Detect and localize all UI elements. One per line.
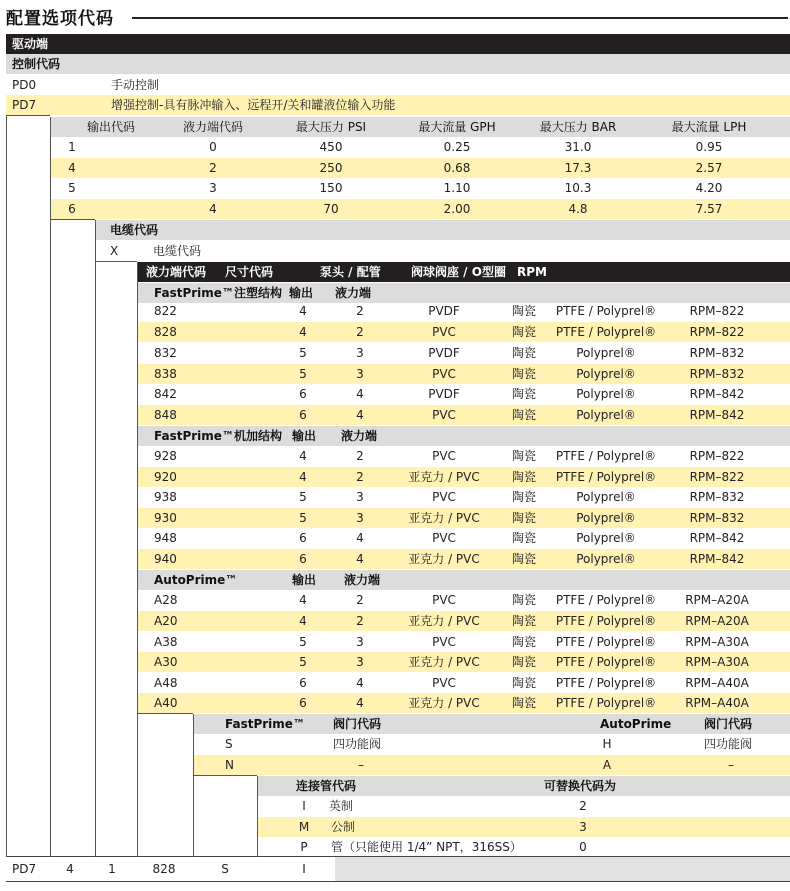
tree-line <box>193 714 194 857</box>
output-row: 4 2 250 0.68 17.3 2.57 <box>50 158 790 178</box>
tree-line <box>6 115 7 857</box>
tree-line <box>50 117 51 857</box>
liquid-end-row: 948 6 4 PVC 陶瓷 Polyprel® RPM–842 <box>154 531 745 545</box>
tree-line <box>257 776 258 857</box>
control-row: PD0 手动控制 <box>12 78 160 92</box>
liquid-end-row: A40 6 4 亚克力 / PVC 陶瓷 PTFE / Polyprel® RPM–A40A <box>137 693 790 713</box>
group-header: AutoPrime™ 输出 液力端 <box>137 570 790 590</box>
group-header: FastPrime™机加结构 输出 液力端 <box>137 426 790 446</box>
liquid-end-row: 928 4 2 PVC 陶瓷 PTFE / Polyprel® RPM–822 <box>154 449 745 463</box>
liquid-end-row: 940 6 4 亚克力 / PVC 陶瓷 Polyprel® RPM–842 <box>137 549 790 569</box>
liquid-end-row: A28 4 2 PVC 陶瓷 PTFE / Polyprel® RPM–A20A <box>154 593 749 607</box>
valve-header: FastPrime™ 阀门代码 AutoPrime 阀门代码 <box>193 714 790 734</box>
tree-line <box>193 775 257 776</box>
page-title: 配置选项代码 <box>6 9 114 29</box>
valve-row: N – A – <box>193 755 790 775</box>
control-header: 控制代码 <box>6 54 790 74</box>
liquid-end-row: 848 6 4 PVC 陶瓷 Polyprel® RPM–842 <box>137 405 790 425</box>
tree-line <box>50 219 95 220</box>
liquid-end-header: 液力端代码 尺寸代码 泵头 / 配管 阀球阀座 / O型圈 RPM <box>137 262 790 282</box>
liquid-end-row: A30 5 3 亚克力 / PVC 陶瓷 PTFE / Polyprel® RPM–A30A <box>137 652 790 672</box>
control-row: PD7 增强控制-具有脉冲输入、远程开/关和罐液位输入功能 <box>6 95 790 115</box>
tree-line <box>95 261 137 262</box>
example-bottom-rule <box>6 881 790 882</box>
connection-row: P 管（只能使用 1/4” NPT，316SS） 0 <box>300 840 587 854</box>
liquid-end-row: 822 4 2 PVDF 陶瓷 PTFE / Polyprel® RPM–822 <box>154 304 745 318</box>
connection-row: M 公制 3 <box>257 817 790 837</box>
tree-line <box>137 262 138 857</box>
cable-header: 电缆代码 <box>95 220 790 240</box>
drive-header: 驱动端 <box>6 34 790 54</box>
liquid-end-row: 930 5 3 亚克力 / PVC 陶瓷 Polyprel® RPM–832 <box>137 508 790 528</box>
tree-line <box>137 713 193 714</box>
liquid-end-row: A38 5 3 PVC 陶瓷 PTFE / Polyprel® RPM–A30A <box>154 635 749 649</box>
title-rule <box>132 17 788 19</box>
liquid-end-row: 920 4 2 亚克力 / PVC 陶瓷 PTFE / Polyprel® RPM–822 <box>137 467 790 487</box>
connection-row: I 英制 2 <box>302 799 587 813</box>
output-header: 输出代码 液力端代码 最大压力 PSI 最大流量 GPH 最大压力 BAR 最大流量 LPH <box>50 117 790 137</box>
liquid-end-row: 842 6 4 PVDF 陶瓷 Polyprel® RPM–842 <box>154 387 745 401</box>
liquid-end-row: 838 5 3 PVC 陶瓷 Polyprel® RPM–832 <box>137 364 790 384</box>
connection-header: 连接管代码 可替换代码为 <box>257 776 790 796</box>
liquid-end-row: A20 4 2 亚克力 / PVC 陶瓷 PTFE / Polyprel® RPM–A20A <box>137 611 790 631</box>
cable-row: X 电缆代码 <box>110 244 202 258</box>
output-row: 6 4 70 2.00 4.8 7.57 <box>50 199 790 219</box>
output-row: 5 3 150 1.10 10.3 4.20 <box>68 181 723 195</box>
output-row: 1 0 450 0.25 31.0 0.95 <box>68 140 723 154</box>
example-row: PD7 4 1 828 S I <box>12 862 306 876</box>
liquid-end-row: 938 5 3 PVC 陶瓷 Polyprel® RPM–832 <box>154 490 745 504</box>
liquid-end-row: A48 6 4 PVC 陶瓷 PTFE / Polyprel® RPM–A40A <box>154 676 749 690</box>
group-header: FastPrime™注塑结构 输出 液力端 <box>137 283 790 303</box>
liquid-end-row: 828 4 2 PVC 陶瓷 PTFE / Polyprel® RPM–822 <box>137 322 790 342</box>
tree-line <box>95 220 96 857</box>
valve-row: S 四功能阀 H 四功能阀 <box>225 737 753 751</box>
liquid-end-row: 832 5 3 PVDF 陶瓷 Polyprel® RPM–832 <box>154 346 745 360</box>
example-fill-bar <box>335 857 790 881</box>
tree-line <box>6 115 50 116</box>
